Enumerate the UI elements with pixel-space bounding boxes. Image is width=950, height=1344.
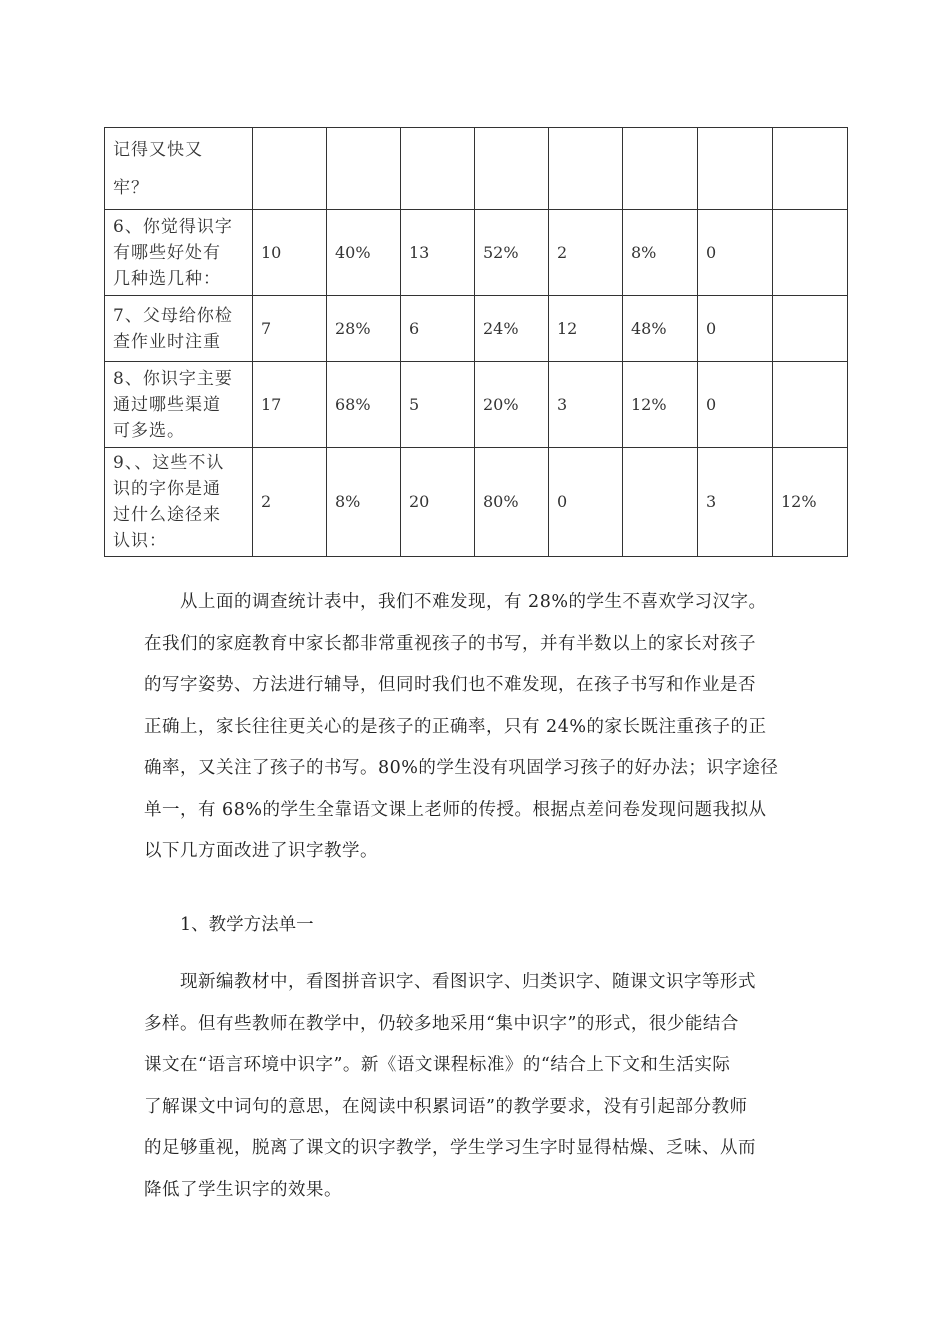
table-cell: 52%	[475, 210, 549, 296]
table-cell: 80%	[475, 448, 549, 557]
question-line: 查作业时注重	[113, 331, 221, 352]
table-cell: 13	[401, 210, 475, 296]
table-row	[105, 296, 848, 362]
table-cell: 2	[549, 210, 623, 296]
table-cell: 12%	[773, 448, 848, 557]
table-cell: 3	[698, 448, 773, 557]
table-cell: 20%	[475, 362, 549, 448]
survey-table-body	[105, 128, 848, 557]
paragraph-line: 了解课文中词句的意思，在阅读中积累词语”的教学要求，没有引起部分教师	[144, 1096, 748, 1117]
table-cell: 68%	[327, 362, 401, 448]
table-cell	[773, 362, 848, 448]
question-line: 认识：	[113, 531, 167, 551]
paragraph-line: 现新编教材中，看图拼音识字、看图识字、归类识字、随课文识字等形式	[180, 972, 756, 992]
table-cell: 40%	[327, 210, 401, 296]
question-line: 识的字你是通	[113, 479, 221, 499]
table-cell	[401, 128, 475, 210]
table-cell	[623, 448, 698, 557]
survey-table	[104, 127, 848, 557]
table-row	[105, 210, 848, 296]
table-cell	[773, 296, 848, 362]
table-cell: 0	[549, 448, 623, 557]
table-cell	[327, 128, 401, 210]
table-cell: 6	[401, 296, 475, 362]
table-cell	[549, 128, 623, 210]
table-cell	[698, 128, 773, 210]
paragraph-line: 确率，又关注了孩子的书写。80%的学生没有巩固学习孩子的好办法；识字途径	[144, 758, 779, 778]
table-row	[105, 128, 848, 210]
question-line: 通过哪些渠道	[113, 394, 221, 415]
table-cell: 5	[401, 362, 475, 448]
table-cell: 0	[698, 210, 773, 296]
question-line: 6、你觉得识字	[113, 216, 233, 237]
table-cell	[623, 128, 698, 210]
analysis-paragraph	[144, 582, 812, 873]
teaching-method-paragraph	[144, 962, 812, 1211]
table-cell: 3	[549, 362, 623, 448]
table-row	[105, 448, 848, 557]
question-line: 8、你识字主要	[113, 368, 233, 389]
table-cell	[475, 128, 549, 210]
table-cell: 17	[253, 362, 327, 448]
paragraph-line: 课文在“语言环境中识字”。新《语文课程标准》的“结合上下文和生活实际	[144, 1055, 731, 1075]
section-heading: 1、教学方法单一	[180, 915, 314, 935]
question-line: 有哪些好处有	[113, 242, 221, 263]
table-cell: 2	[253, 448, 327, 557]
table-cell: 48%	[623, 296, 698, 362]
question-line: 记得又快又	[113, 139, 203, 160]
table-cell: 7	[253, 296, 327, 362]
table-row	[105, 362, 848, 448]
question-line: 过什么途径来	[113, 505, 221, 525]
table-cell	[253, 128, 327, 210]
question-line: 几种选几种：	[113, 268, 221, 289]
table-cell: 0	[698, 362, 773, 448]
question-line: 7、父母给你检	[113, 305, 233, 326]
table-cell: 0	[698, 296, 773, 362]
paragraph-line: 降低了学生识字的效果。	[144, 1179, 342, 1200]
paragraph-line: 多样。但有些教师在教学中，仍较多地采用“集中识字”的形式，很少能结合	[144, 1013, 739, 1034]
question-line: 可多选。	[113, 420, 185, 441]
table-cell: 12	[549, 296, 623, 362]
question-line: 牢？	[113, 177, 149, 198]
table-cell: 28%	[327, 296, 401, 362]
question-cell	[105, 210, 253, 296]
paragraph-line: 正确上，家长往往更关心的是孩子的正确率，只有 24%的家长既注重孩子的正	[144, 716, 767, 737]
table-cell: 8%	[327, 448, 401, 557]
table-cell	[773, 128, 848, 210]
paragraph-line: 单一，有 68%的学生全靠语文课上老师的传授。根据点差问卷发现问题我拟从	[144, 799, 767, 820]
question-cell	[105, 296, 253, 362]
paragraph-line: 的写字姿势、方法进行辅导，但同时我们也不难发现，在孩子书写和作业是否	[144, 675, 756, 695]
question-cell	[105, 362, 253, 448]
paragraph-line: 在我们的家庭教育中家长都非常重视孩子的书写，并有半数以上的家长对孩子	[144, 633, 756, 654]
paragraph-line: 以下几方面改进了识字教学。	[144, 841, 378, 861]
paragraph-line: 的足够重视，脱离了课文的识字教学，学生学习生字时显得枯燥、乏味、从而	[144, 1138, 756, 1158]
table-cell	[773, 210, 848, 296]
table-cell: 8%	[623, 210, 698, 296]
table-cell: 24%	[475, 296, 549, 362]
question-cell	[105, 448, 253, 557]
table-cell: 20	[401, 448, 475, 557]
table-cell: 12%	[623, 362, 698, 448]
question-cell	[105, 128, 253, 210]
paragraph-line: 从上面的调查统计表中，我们不难发现，有 28%的学生不喜欢学习汉字。	[180, 592, 767, 612]
table-cell: 10	[253, 210, 327, 296]
question-line: 9、、这些不认	[113, 453, 225, 473]
